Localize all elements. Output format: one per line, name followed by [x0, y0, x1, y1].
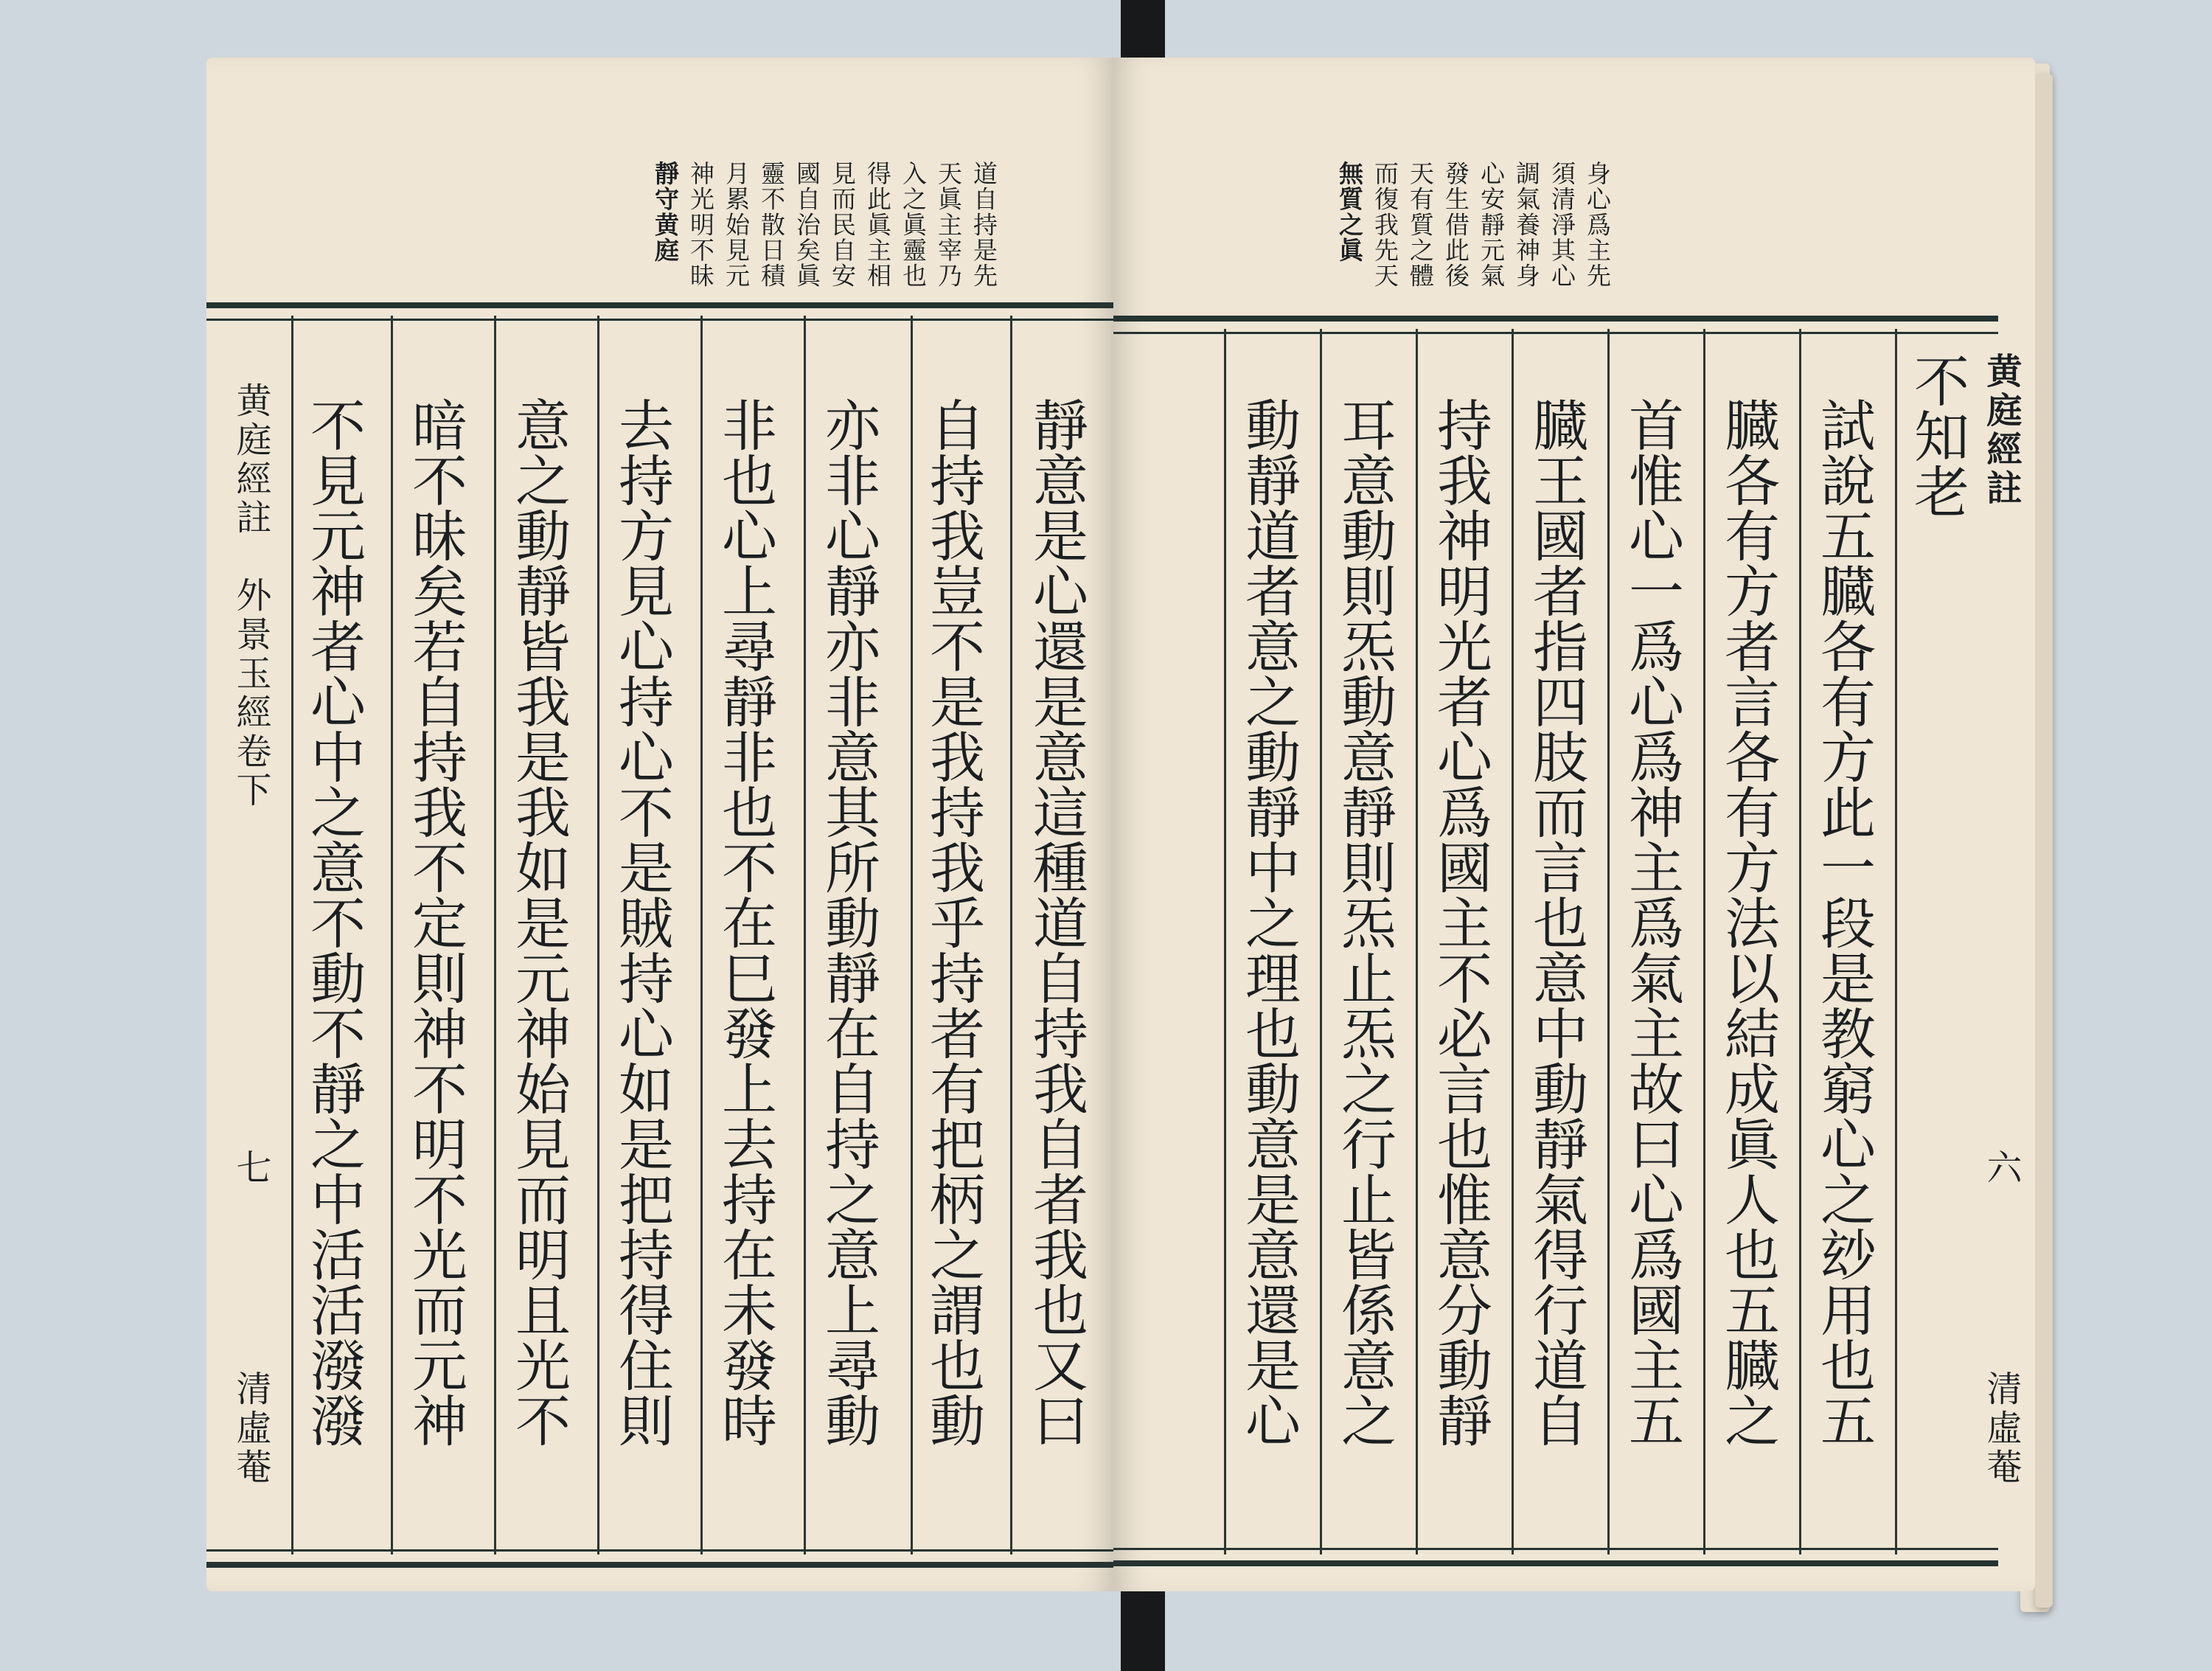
- left-text-col: 自持我豈不是我持我乎持者有把柄之謂也動: [921, 397, 986, 1448]
- left-note-col: 神光明不昧: [686, 161, 715, 289]
- left-note-col: 國自治矣眞: [793, 161, 821, 289]
- left-note-col: 得此眞主相: [863, 161, 892, 289]
- column-rule: [1224, 329, 1226, 1554]
- right-note-col: 天有質之體: [1406, 161, 1435, 289]
- right-note-col: 而復我先天: [1371, 161, 1399, 289]
- left-text-col: 去持方見心持心不是賊持心如是把持得住則: [610, 397, 675, 1448]
- column-rule: [1607, 329, 1610, 1554]
- column-rule: [700, 316, 703, 1554]
- column-rule: [1703, 329, 1705, 1554]
- left-note-col: 道自持是先: [970, 161, 998, 289]
- left-margin-press: 清虛菴: [230, 1370, 271, 1487]
- right-text-col: 臓王國者指四肢而言也意中動靜氣得行道自: [1524, 397, 1589, 1448]
- right-text-col: 臓各有方者言各有方法以結成眞人也五臓之: [1716, 397, 1781, 1448]
- right-note-col: 發生借此後: [1441, 161, 1470, 289]
- right-note-col: 須清淨其心: [1548, 161, 1576, 289]
- left-note-col: 天眞主宰乃: [934, 161, 963, 289]
- column-rule: [391, 316, 393, 1554]
- left-text-col: 不見元神者心中之意不動不靜之中活活潑潑: [302, 397, 366, 1448]
- column-rule: [911, 316, 913, 1554]
- right-text-col: 持我神明光者心爲國主不必言也惟意分動靜: [1428, 397, 1493, 1448]
- right-margin-folio: 六: [1980, 1149, 2022, 1188]
- column-rule: [804, 316, 806, 1554]
- right-margin-title: 黄庭經註: [1980, 352, 2022, 509]
- right-page: [1113, 58, 2035, 1591]
- left-text-col: 非也心上尋靜非也不在巳發上去持在未發時: [713, 397, 778, 1448]
- left-note-col: 月累始見元: [722, 161, 751, 289]
- column-rule: [1512, 329, 1514, 1554]
- left-text-col: 亦非心靜亦非意其所動靜在自持之意上尋動: [816, 397, 881, 1448]
- right-text-col: 試說五臓各有方此一段是教窮心之玅用也五: [1812, 397, 1877, 1448]
- right-note-col: 無質之眞: [1335, 161, 1364, 263]
- column-rule: [1416, 329, 1418, 1554]
- left-text-col: 意之動靜皆我是我如是元神始見而明且光不: [507, 397, 571, 1448]
- column-rule: [1010, 316, 1012, 1554]
- right-margin-press: 清虛菴: [1980, 1370, 2022, 1487]
- left-text-col: 暗不昧矣若自持我不定則神不明不光而元神: [403, 397, 468, 1448]
- page-stack-edge: [2035, 74, 2053, 1608]
- left-margin-title: 黄庭經註 外景玉經卷下: [230, 382, 271, 810]
- left-margin-folio: 七: [230, 1149, 271, 1188]
- right-note-col: 身心爲主先: [1583, 161, 1612, 289]
- binding-ribbon-top: [1121, 0, 1165, 58]
- left-note-col: 入之眞靈也: [899, 161, 928, 289]
- right-text-col: 動靜道者意之動靜中之理也動意是意還是心: [1237, 397, 1301, 1448]
- left-text-col: 靜意是心還是意這種道自持我自者我也又曰: [1024, 397, 1089, 1448]
- column-rule: [1799, 329, 1801, 1554]
- left-note-col: 見而民自安: [828, 161, 857, 289]
- left-note-col: 靜守黄庭: [651, 161, 680, 263]
- column-rule: [291, 316, 293, 1554]
- right-note-col: 調氣養神身: [1512, 161, 1541, 289]
- right-text-col: 不知老: [1905, 352, 1970, 518]
- right-note-col: 心安靜元氣: [1477, 161, 1506, 289]
- left-note-col: 靈不散日積: [757, 161, 786, 289]
- right-text-col: 首惟心一爲心爲神主爲氣主故曰心爲國主五: [1620, 397, 1685, 1448]
- binding-ribbon-bottom: [1121, 1591, 1165, 1671]
- column-rule: [1320, 329, 1322, 1554]
- column-rule: [1895, 329, 1897, 1554]
- left-page: [206, 58, 1113, 1591]
- column-rule: [597, 316, 599, 1554]
- column-rule: [494, 316, 496, 1554]
- right-text-col: 耳意動則炁動意靜則炁止炁之行止皆係意之: [1332, 397, 1397, 1448]
